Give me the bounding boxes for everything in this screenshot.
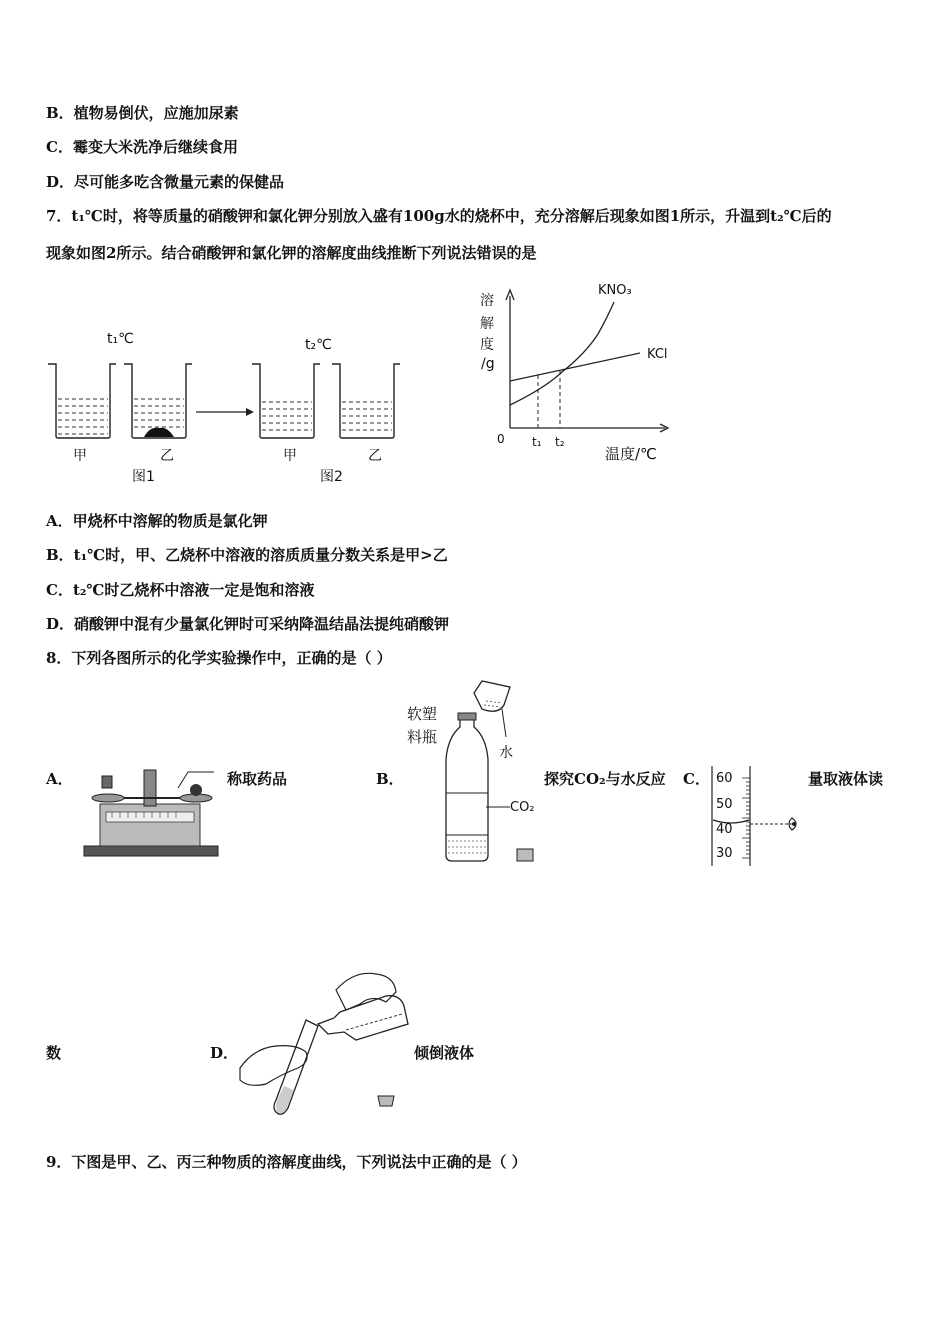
q8-option-c-continued: 数 <box>46 1044 62 1062</box>
q8-option-d-letter: D． <box>210 1044 239 1062</box>
graph-t1: t₁ <box>532 435 542 449</box>
cylinder-tick-60: 60 <box>716 771 733 786</box>
balance-icon <box>78 762 228 862</box>
graph-ylabel-1: 溶 <box>480 293 494 309</box>
cylinder-tick-30: 30 <box>716 846 733 861</box>
kno3-label: KNO₃ <box>598 283 632 298</box>
hand-icon-2 <box>240 1046 307 1086</box>
q6-option-b: B．植物易倒伏，应施加尿素 <box>46 104 239 122</box>
plastic-bottle-icon <box>420 675 550 865</box>
pouring-liquid-icon <box>236 968 416 1118</box>
beaker-b-fig2 <box>332 364 400 438</box>
graph-ylabel-4: /g <box>481 356 495 372</box>
fig1-temperature: t₁℃ <box>107 331 134 347</box>
q8-option-a-letter: A． <box>46 770 73 788</box>
fig1-caption: 图1 <box>132 469 155 485</box>
graph-origin: 0 <box>497 432 505 446</box>
cylinder-tick-40: 40 <box>716 822 733 837</box>
q6-option-d: D．尽可能多吃含微量元素的保健品 <box>46 173 285 191</box>
q8-option-c-text: 量取液体读 <box>808 770 884 788</box>
q8-stem: 8．下列各图所示的化学实验操作中，正确的是（ ） <box>46 649 392 667</box>
co2-label: CO₂ <box>510 800 535 815</box>
q7-option-d: D．硝酸钾中混有少量氯化钾时可采纳降温结晶法提纯硝酸钾 <box>46 615 450 633</box>
q8-option-c-letter: C． <box>683 770 710 788</box>
q7-stem-line1: 7．t₁℃时，将等质量的硝酸钾和氯化钾分别放入盛有100g水的烧杯中，充分溶解后现象如图1所示，升温到t₂℃后的 <box>46 207 832 225</box>
q7-option-b: B．t₁℃时，甲、乙烧杯中溶液的溶质质量分数关系是甲>乙 <box>46 546 448 564</box>
q7-stem-line2: 现象如图2所示。结合硝酸钾和氯化钾的溶解度曲线推断下列说法错误的是 <box>46 244 537 262</box>
beaker-a-fig2 <box>252 364 320 438</box>
q8-option-b-text: 探究CO₂与水反应 <box>544 770 666 788</box>
water-label: 水 <box>499 745 513 761</box>
fig2-beaker-a-label: 甲 <box>283 448 297 464</box>
fig2-beaker-b-label: 乙 <box>368 448 382 464</box>
q8-option-d-text: 倾倒液体 <box>414 1044 475 1062</box>
graph-ylabel-2: 解 <box>480 316 494 332</box>
solubility-graph-drawing <box>490 288 690 458</box>
beaker-b-fig1 <box>124 364 192 438</box>
bottle-label-2: 料瓶 <box>407 728 438 746</box>
fig1-beaker-a-label: 甲 <box>73 448 87 464</box>
graph-xlabel: 温度/℃ <box>605 445 657 463</box>
fig2-temperature: t₂℃ <box>305 337 332 353</box>
bottle-label-1: 软塑 <box>407 705 438 723</box>
q7-option-c: C．t₂℃时乙烧杯中溶液一定是饱和溶液 <box>46 581 315 599</box>
q9-stem: 9．下图是甲、乙、丙三种物质的溶解度曲线，下列说法中正确的是（ ） <box>46 1153 527 1171</box>
graph-t2: t₂ <box>555 435 565 449</box>
graph-ylabel-3: 度 <box>480 337 494 353</box>
q7-option-a: A．甲烧杯中溶解的物质是氯化钾 <box>46 512 268 530</box>
arrow-icon <box>196 408 254 416</box>
cylinder-tick-50: 50 <box>716 797 733 812</box>
beaker-drawing <box>40 320 460 520</box>
q8-option-b-letter: B． <box>376 770 404 788</box>
beaker-a-fig1 <box>48 364 116 438</box>
q6-option-c: C．霉变大米洗净后继续食用 <box>46 138 238 156</box>
fig2-caption: 图2 <box>320 469 343 485</box>
q8-option-a-text: 称取药品 <box>227 770 288 788</box>
hand-icon <box>336 973 396 1010</box>
fig1-beaker-b-label: 乙 <box>160 448 174 464</box>
kcl-curve <box>510 353 640 381</box>
kno3-curve <box>510 302 614 405</box>
kcl-label: KCl <box>647 347 668 362</box>
